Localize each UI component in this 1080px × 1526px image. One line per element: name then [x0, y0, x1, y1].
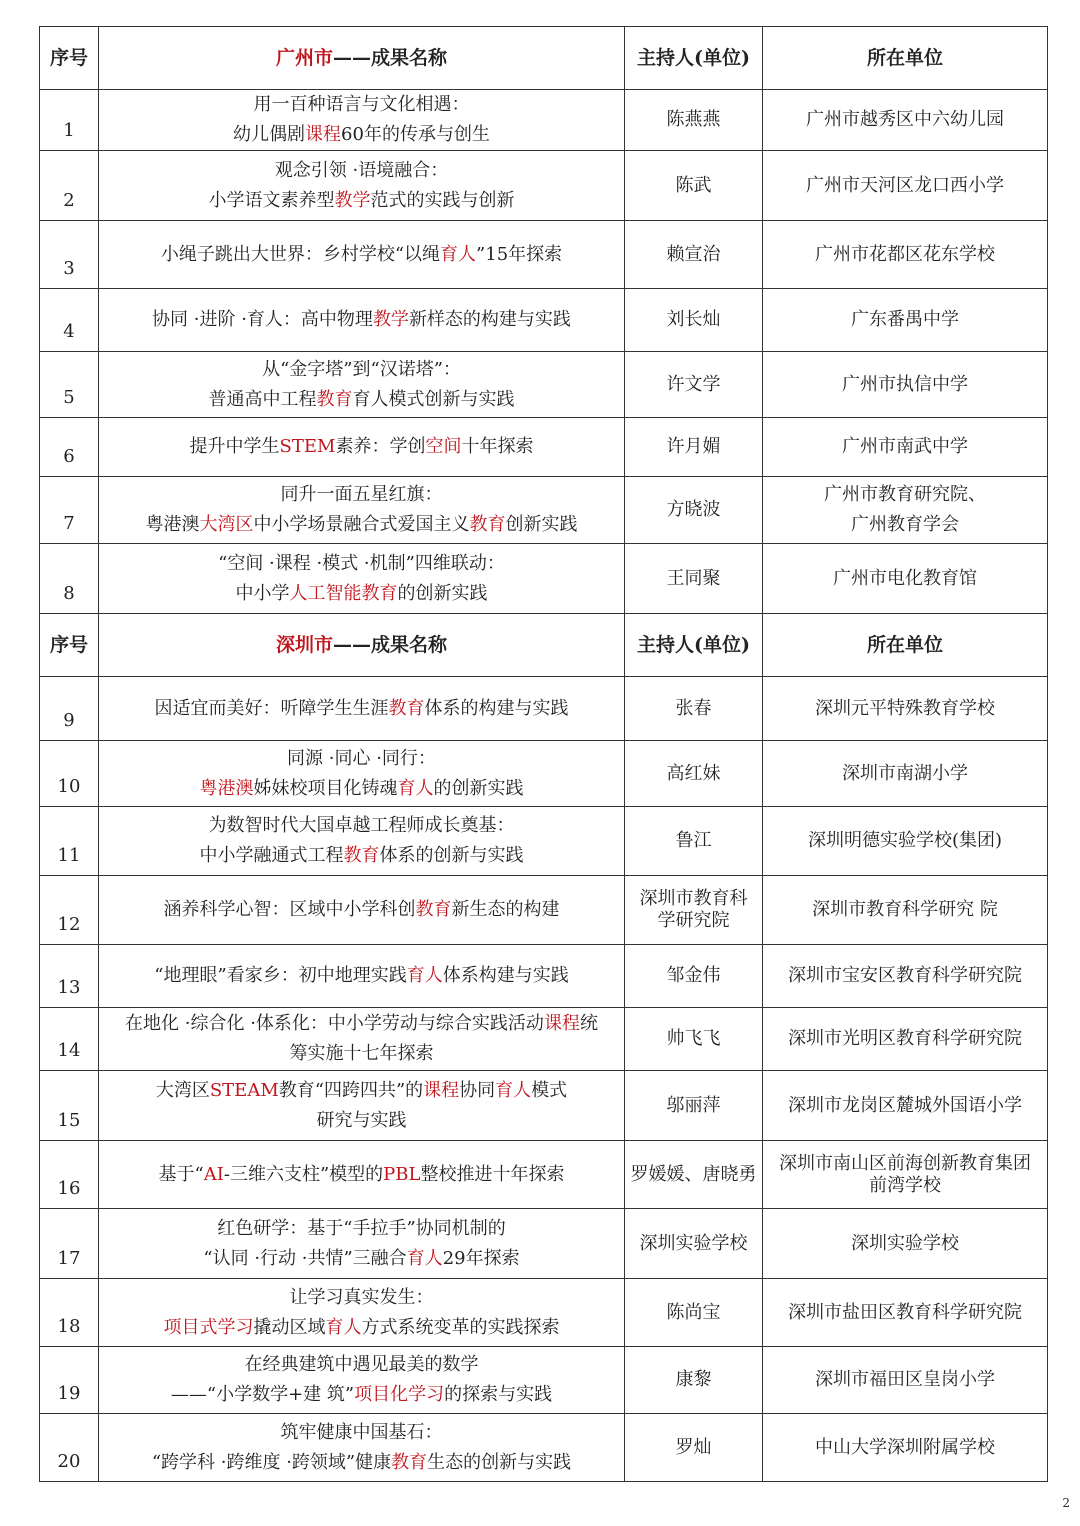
achievement-title — [99, 90, 625, 151]
title-segment: 29年探索 — [442, 1247, 520, 1269]
title-segment: “跨学科 ·跨维度 ·跨领域”健康 — [151, 1451, 392, 1473]
achievement-title — [99, 1209, 625, 1279]
row-number: 6 — [40, 418, 99, 477]
title-line-2 — [101, 1380, 622, 1410]
table-row — [40, 741, 1048, 807]
achievement-title — [99, 876, 625, 945]
row-number: 5 — [40, 352, 99, 418]
title-line-2 — [101, 1106, 622, 1136]
title-segment: 研究与实践 — [316, 1109, 407, 1131]
unit-cell — [763, 1209, 1048, 1279]
title-segment: 大湾区 — [199, 514, 254, 535]
unit-text: 广州市天河区龙口西小学 — [806, 174, 1004, 196]
title-segment: 整校推进十年探索 — [420, 1163, 565, 1185]
host-text: 刘长灿 — [666, 309, 721, 330]
table-row — [40, 876, 1048, 945]
title-segment: 体系构建与实践 — [442, 965, 569, 986]
title-segment: 统 — [579, 1013, 598, 1034]
table-row — [40, 151, 1048, 221]
title-segment: 教育 — [391, 1451, 428, 1473]
unit-cell — [763, 151, 1048, 221]
table-row — [40, 1008, 1048, 1071]
host-cell — [625, 876, 763, 945]
title-segment: 空间 — [425, 436, 462, 457]
title-segment: 教学 — [372, 309, 409, 330]
host-cell — [625, 945, 763, 1008]
title-segment: 育人 — [495, 1079, 532, 1101]
unit-cell — [763, 677, 1048, 741]
title-line-1 — [101, 305, 622, 335]
title-segment: 教育 — [415, 899, 452, 920]
host-text: 鲁江 — [675, 830, 712, 851]
table-row — [40, 945, 1048, 1008]
title-segment: 教学 — [334, 189, 371, 211]
title-segment: 新生态的构建 — [451, 899, 560, 920]
unit-line-2: 广州教育学会 — [851, 514, 959, 535]
host-cell — [625, 1209, 763, 1279]
header-title-suffix: ——成果名称 — [333, 47, 448, 69]
title-segment: 课程 — [423, 1079, 460, 1101]
title-segment: 粤港澳 — [145, 514, 200, 535]
title-segment: 十年探索 — [461, 436, 534, 457]
row-number: 8 — [40, 544, 99, 614]
achievement-title — [99, 677, 625, 741]
achievement-title — [99, 1279, 625, 1347]
title-line-2 — [101, 1244, 622, 1274]
title-segment: 协同 — [459, 1079, 496, 1101]
achievement-title — [99, 289, 625, 352]
table-row — [40, 221, 1048, 289]
title-segment: STEM — [279, 436, 336, 457]
host-cell — [625, 1414, 763, 1482]
row-number: 4 — [40, 289, 99, 352]
host-cell — [625, 90, 763, 151]
title-segment: 筹实施十七年探索 — [289, 1043, 434, 1064]
shenzhen-header-row — [40, 614, 1048, 677]
row-number: 12 — [40, 876, 99, 945]
page-number: 2 — [1062, 1496, 1070, 1510]
achievements-table — [39, 26, 1048, 1482]
title-segment: 素养：学创 — [335, 436, 426, 457]
achievement-title — [99, 418, 625, 477]
header-unit: 所在单位 — [763, 614, 1048, 677]
unit-text: 广州市花都区花东学校 — [815, 243, 995, 265]
achievement-title — [99, 1347, 625, 1414]
title-line-1 — [101, 432, 622, 462]
title-line-2 — [101, 1313, 622, 1343]
title-line-1 — [101, 90, 622, 120]
row-number: 14 — [40, 1008, 99, 1071]
host-cell — [625, 1141, 763, 1209]
row-number: 13 — [40, 945, 99, 1008]
unit-cell — [763, 876, 1048, 945]
title-segment: 中小学 — [235, 582, 290, 604]
achievement-title — [99, 1414, 625, 1482]
title-line-1 — [101, 1009, 622, 1039]
title-segment: 项目化学习 — [354, 1384, 445, 1405]
title-line-1 — [101, 1160, 622, 1190]
title-segment: 幼儿偶剧 — [233, 124, 306, 145]
table-row — [40, 544, 1048, 614]
title-segment: 育人 — [397, 777, 434, 799]
title-segment: 中小学场景融合式爱国主义 — [253, 514, 470, 535]
unit-cell — [763, 1347, 1048, 1414]
achievement-title — [99, 352, 625, 418]
host-cell — [625, 418, 763, 477]
title-segment: 课程 — [543, 1013, 580, 1034]
title-segment: 小绳子跳出大世界：乡村学校“以绳 — [160, 243, 441, 265]
title-line-1 — [101, 1418, 622, 1448]
title-segment: 用一百种语言与文化相遇： — [253, 94, 470, 115]
title-segment: 让学习真实发生： — [289, 1286, 434, 1308]
title-segment: 生态的创新与实践 — [427, 1451, 572, 1473]
title-line-1 — [101, 694, 622, 724]
row-number: 18 — [40, 1279, 99, 1347]
title-segment: 基于“ — [158, 1163, 204, 1185]
title-segment: 方式系统变革的实践探索 — [361, 1316, 560, 1338]
table-row — [40, 289, 1048, 352]
title-line-1 — [101, 895, 622, 925]
title-segment: 的创新实践 — [433, 777, 524, 799]
host-text: 陈尚宝 — [666, 1301, 721, 1323]
title-segment: 课程 — [305, 124, 342, 145]
row-number: 19 — [40, 1347, 99, 1414]
unit-cell — [763, 90, 1048, 151]
title-line-2 — [101, 1448, 622, 1478]
header-city: 深圳市 — [275, 634, 333, 656]
title-segment: 中小学融通式工程 — [199, 845, 344, 866]
unit-text: 深圳实验学校 — [851, 1232, 959, 1254]
header-title-suffix: ——成果名称 — [333, 634, 448, 656]
host-text: 许文学 — [666, 373, 721, 395]
achievement-title — [99, 477, 625, 544]
title-segment: 教育 — [343, 845, 380, 866]
unit-cell — [763, 289, 1048, 352]
title-segment: “地理眼”看家乡：初中地理实践 — [154, 965, 407, 986]
title-line-1 — [101, 1283, 622, 1313]
table-row — [40, 1071, 1048, 1141]
title-segment: “认同 ·行动 ·共情”三融合 — [203, 1247, 407, 1269]
title-segment: -三维六支柱”模型的 — [223, 1163, 384, 1185]
table-row — [40, 1209, 1048, 1279]
header-unit: 所在单位 — [763, 27, 1048, 90]
title-line-2 — [101, 841, 622, 871]
title-segment: 筑牢健康中国基石： — [280, 1421, 443, 1443]
header-host: 主持人(单位) — [625, 27, 763, 90]
host-cell — [625, 1071, 763, 1141]
header-no: 序号 — [40, 614, 99, 677]
unit-text: 深圳市南湖小学 — [842, 762, 968, 784]
row-number: 17 — [40, 1209, 99, 1279]
title-segment: 体系的构建与实践 — [424, 697, 569, 719]
unit-line-1: 深圳市南山区前海创新教育集团 — [779, 1152, 1031, 1174]
unit-cell — [763, 1414, 1048, 1482]
row-number: 2 — [40, 151, 99, 221]
host-cell — [625, 1008, 763, 1071]
header-city: 广州市 — [275, 47, 333, 69]
row-number: 11 — [40, 807, 99, 876]
achievement-title — [99, 1008, 625, 1071]
unit-text: 广东番禺中学 — [851, 309, 959, 330]
unit-text: 广州市越秀区中六幼儿园 — [806, 109, 1004, 130]
unit-cell — [763, 1008, 1048, 1071]
table-row — [40, 90, 1048, 151]
host-cell — [625, 807, 763, 876]
title-segment: 因适宜而美好：听障学生生涯 — [154, 697, 389, 719]
title-line-1 — [101, 480, 622, 510]
title-segment: 范式的实践与创新 — [370, 189, 515, 211]
unit-line-2: 前湾学校 — [869, 1174, 941, 1196]
title-segment: 项目式学习 — [163, 1316, 254, 1338]
unit-text: 深圳市龙岗区麓城外国语小学 — [788, 1094, 1022, 1116]
table-row — [40, 1414, 1048, 1482]
title-line-1 — [101, 961, 622, 991]
title-segment: 教育“四跨四共”的 — [278, 1079, 424, 1101]
unit-text: 深圳市光明区教育科学研究院 — [788, 1028, 1022, 1049]
row-number: 20 — [40, 1414, 99, 1482]
table-row — [40, 352, 1048, 418]
row-number: 10 — [40, 741, 99, 807]
title-segment: ——“小学数学+建 筑” — [170, 1384, 355, 1405]
title-line-2 — [101, 579, 622, 609]
host-line-2: 学研究院 — [657, 910, 730, 931]
row-number: 1 — [40, 90, 99, 151]
title-segment: 撬动区域 — [253, 1316, 326, 1338]
title-segment: AI — [203, 1163, 224, 1185]
host-text: 方晓波 — [666, 499, 721, 520]
host-cell — [625, 741, 763, 807]
title-segment: 协同 ·进阶 ·育人：高中物理 — [152, 309, 373, 330]
title-line-2 — [101, 510, 622, 540]
title-segment: 育人 — [325, 1316, 362, 1338]
row-number: 7 — [40, 477, 99, 544]
title-segment: 育人 — [440, 243, 477, 265]
unit-text: 广州市执信中学 — [842, 373, 968, 395]
table-row — [40, 807, 1048, 876]
title-segment: 从“金字塔”到“汉诺塔”： — [262, 358, 461, 380]
title-line-2 — [101, 385, 622, 415]
host-text: 康黎 — [675, 1369, 712, 1390]
host-text: 王同聚 — [666, 567, 721, 589]
unit-cell — [763, 1141, 1048, 1209]
title-line-1 — [101, 240, 622, 270]
unit-cell — [763, 221, 1048, 289]
unit-text: 深圳市盐田区教育科学研究院 — [788, 1301, 1022, 1323]
title-segment: 大湾区 — [155, 1079, 210, 1101]
unit-text: 深圳市宝安区教育科学研究院 — [788, 965, 1022, 986]
row-number: 9 — [40, 677, 99, 741]
achievement-title — [99, 151, 625, 221]
title-segment: 教育 — [469, 514, 506, 535]
title-line-2 — [101, 774, 622, 804]
title-line-1 — [101, 355, 622, 385]
title-segment: 的探索与实践 — [444, 1384, 553, 1405]
achievement-title — [99, 741, 625, 807]
table-row — [40, 677, 1048, 741]
title-line-1 — [101, 811, 622, 841]
achievement-title — [99, 1071, 625, 1141]
host-cell — [625, 477, 763, 544]
row-number: 16 — [40, 1141, 99, 1209]
table-row — [40, 1347, 1048, 1414]
title-segment: 同源 ·同心 ·同行： — [287, 747, 436, 769]
title-segment: 观念引领 ·语境融合： — [274, 159, 449, 181]
host-cell — [625, 151, 763, 221]
unit-text: 深圳元平特殊教育学校 — [815, 697, 995, 719]
title-segment: “空间 ·课程 ·模式 ·机制”四维联动： — [218, 552, 505, 574]
host-cell — [625, 677, 763, 741]
title-segment: 创新实践 — [505, 514, 578, 535]
title-segment: 粤港澳 — [199, 777, 254, 799]
title-line-1 — [101, 1214, 622, 1244]
host-text: 赖宣治 — [666, 243, 721, 265]
achievement-title — [99, 1141, 625, 1209]
host-text: 高红妹 — [666, 762, 721, 784]
unit-cell — [763, 477, 1048, 544]
unit-cell — [763, 544, 1048, 614]
title-segment: 提升中学生 — [189, 436, 280, 457]
title-segment: 育人 — [406, 1247, 443, 1269]
table-row — [40, 1279, 1048, 1347]
host-text: 深圳实验学校 — [639, 1232, 748, 1254]
title-line-2 — [101, 186, 622, 216]
host-cell — [625, 352, 763, 418]
title-segment: 在地化 ·综合化 ·体系化：中小学劳动与综合实践活动 — [125, 1013, 544, 1034]
achievement-title — [99, 544, 625, 614]
achievement-title — [99, 221, 625, 289]
unit-text: 深圳明德实验学校(集团) — [807, 830, 1003, 851]
host-text: 陈燕燕 — [666, 109, 721, 130]
unit-cell — [763, 1071, 1048, 1141]
title-segment: 红色研学：基于“手拉手”协同机制的 — [217, 1217, 506, 1239]
title-segment: ”15年探索 — [476, 243, 563, 265]
title-segment: PBL — [383, 1163, 421, 1185]
host-text: 帅飞飞 — [666, 1028, 721, 1049]
table-row — [40, 477, 1048, 544]
title-segment: 育人模式创新与实践 — [352, 388, 515, 410]
table-row — [40, 1141, 1048, 1209]
title-segment: 在经典建筑中遇见最美的数学 — [244, 1354, 479, 1375]
unit-cell — [763, 807, 1048, 876]
title-segment: 模式 — [531, 1079, 568, 1101]
host-line-1: 深圳市教育科 — [639, 888, 748, 909]
title-line-1 — [101, 156, 622, 186]
title-segment: 为数智时代大国卓越工程师成长奠基： — [208, 815, 515, 836]
achievement-title — [99, 945, 625, 1008]
title-line-1 — [101, 744, 622, 774]
header-title — [99, 614, 625, 677]
guangzhou-header-row — [40, 27, 1048, 90]
table-row — [40, 418, 1048, 477]
unit-cell — [763, 352, 1048, 418]
title-segment: 新样态的构建与实践 — [408, 309, 571, 330]
host-text: 罗灿 — [675, 1436, 712, 1458]
title-segment: 涵养科学心智：区域中小学科创 — [163, 899, 416, 920]
host-cell — [625, 221, 763, 289]
row-number: 3 — [40, 221, 99, 289]
title-segment: 育人 — [406, 965, 443, 986]
host-cell — [625, 1279, 763, 1347]
unit-text: 深圳市福田区皇岗小学 — [815, 1369, 995, 1390]
unit-cell — [763, 945, 1048, 1008]
title-segment: 60年的传承与创生 — [341, 124, 490, 145]
title-segment: STEAM — [209, 1079, 279, 1101]
host-text: 罗媛媛、唐晓勇 — [630, 1163, 757, 1185]
unit-cell — [763, 418, 1048, 477]
title-line-1 — [101, 549, 622, 579]
title-segment: 教育 — [316, 388, 353, 410]
title-line-2 — [101, 1039, 622, 1069]
title-line-1 — [101, 1350, 622, 1380]
unit-text: 深圳市教育科学研究 院 — [812, 899, 998, 920]
title-segment: 的创新实践 — [397, 582, 488, 604]
title-segment: 普通高中工程 — [208, 388, 317, 410]
host-cell — [625, 544, 763, 614]
unit-text: 中山大学深圳附属学校 — [815, 1436, 995, 1458]
header-no: 序号 — [40, 27, 99, 90]
title-segment: 人工智能教育 — [289, 582, 398, 604]
title-line-1 — [101, 1076, 622, 1106]
host-text: 陈武 — [675, 174, 712, 196]
host-text: 张春 — [675, 697, 712, 719]
title-line-2 — [101, 120, 622, 150]
host-cell — [625, 289, 763, 352]
host-text: 许月媚 — [666, 436, 721, 457]
header-title — [99, 27, 625, 90]
unit-line-1: 广州市教育研究院、 — [824, 484, 986, 505]
host-cell — [625, 1347, 763, 1414]
header-host: 主持人(单位) — [625, 614, 763, 677]
unit-text: 广州市电化教育馆 — [833, 567, 977, 589]
title-segment: 小学语文素养型 — [208, 189, 335, 211]
unit-cell — [763, 741, 1048, 807]
host-text: 邹金伟 — [666, 965, 721, 986]
title-segment: 同升一面五星红旗： — [280, 484, 443, 505]
unit-cell — [763, 1279, 1048, 1347]
host-text: 邬丽萍 — [666, 1094, 721, 1116]
achievement-title — [99, 807, 625, 876]
title-segment: 姊妹校项目化铸魂 — [253, 777, 398, 799]
row-number: 15 — [40, 1071, 99, 1141]
title-segment: 教育 — [388, 697, 425, 719]
title-segment: 体系的创新与实践 — [379, 845, 524, 866]
unit-text: 广州市南武中学 — [842, 436, 968, 457]
